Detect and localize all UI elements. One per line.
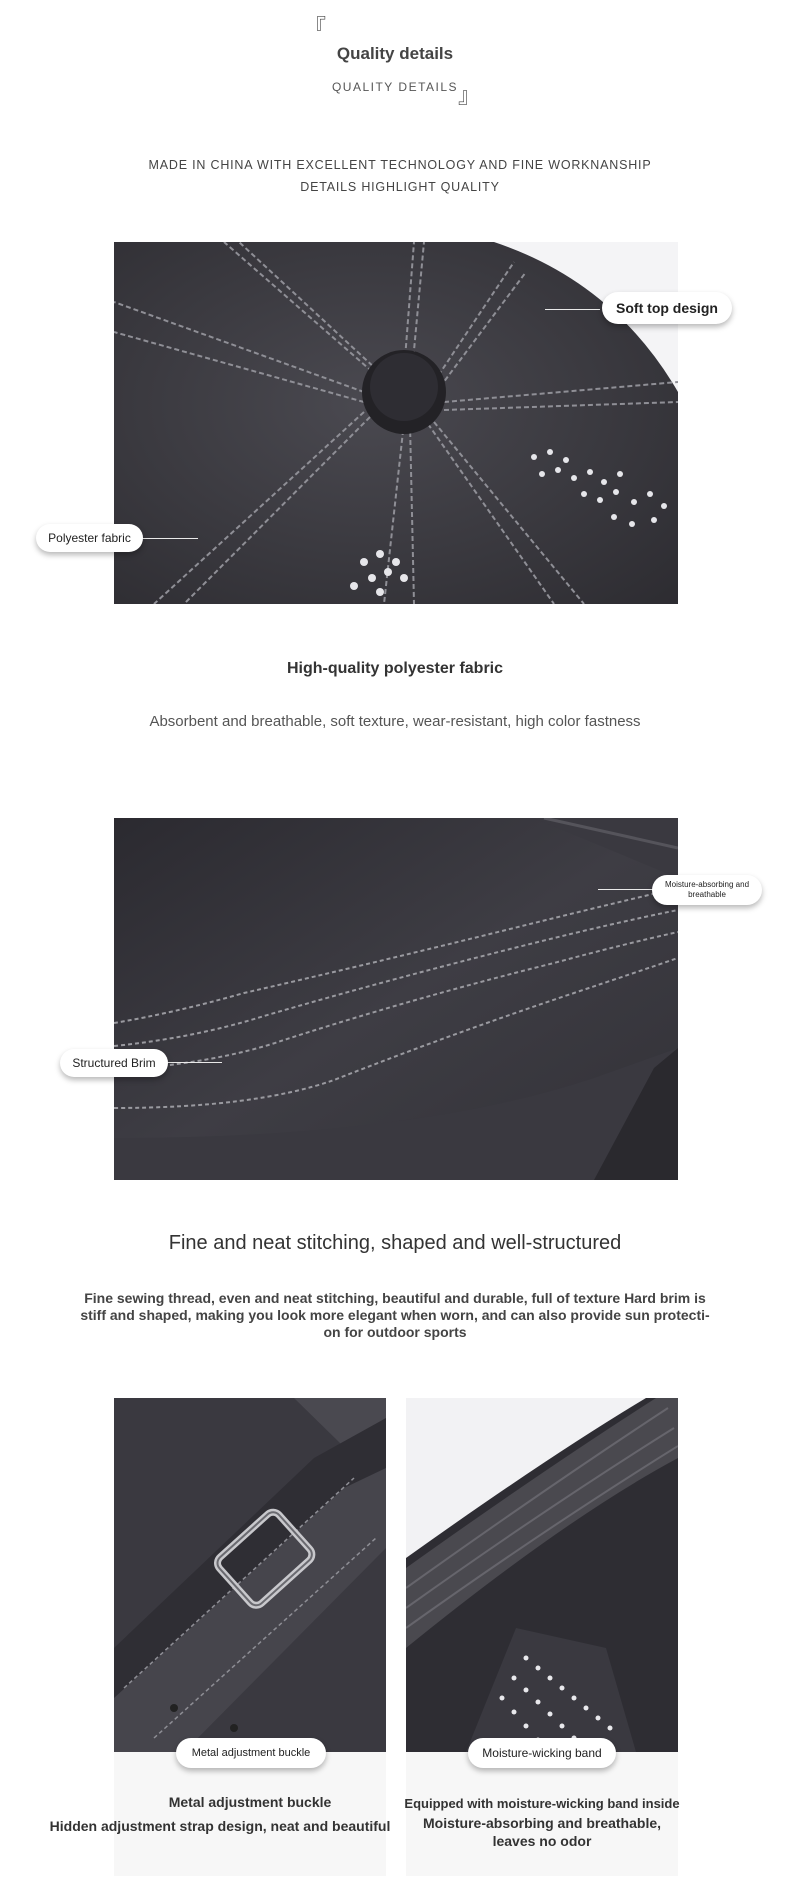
structured-brim-callout: Structured Brim bbox=[60, 1049, 168, 1077]
polyester-fabric-callout: Polyester fabric bbox=[36, 524, 143, 552]
stitching-section-description bbox=[60, 1290, 730, 1341]
buckle-photo bbox=[114, 1398, 386, 1752]
buckle-caption-box bbox=[114, 1752, 386, 1876]
buckle-callout: Metal adjustment buckle bbox=[176, 1738, 326, 1768]
intro-text bbox=[120, 154, 680, 198]
page-title: Quality details bbox=[336, 44, 454, 63]
moisture-leader-line bbox=[598, 889, 653, 890]
close-bracket-icon: 』 bbox=[458, 84, 481, 109]
sweatband-callout: Moisture-wicking band bbox=[468, 1738, 616, 1768]
soft-top-leader-line bbox=[545, 309, 600, 310]
sweatband-caption-line-3: leaves no odor bbox=[492, 1833, 592, 1849]
stitching-desc-line-3: on for outdoor sports bbox=[323, 1324, 467, 1340]
polyester-leader-line bbox=[142, 538, 198, 539]
stitching-desc-line-1: Fine sewing thread, even and neat stitching, beautiful and durable, full of texture Hard brim is bbox=[84, 1290, 706, 1306]
stitching-desc-line-2: stiff and shaped, making you look more elegant when worn, and can also provide sun protecti- bbox=[80, 1307, 710, 1323]
cap-brim-photo bbox=[114, 818, 678, 1180]
moisture-breathable-callout: Moisture-absorbing and breathable bbox=[652, 875, 762, 905]
intro-line-1: MADE IN CHINA WITH EXCELLENT TECHNOLOGY AND FINE WORKNANSHIP bbox=[148, 158, 652, 172]
sweatband-caption-line-2: Moisture-absorbing and breathable, bbox=[422, 1815, 662, 1831]
cap-crown-photo bbox=[114, 242, 678, 604]
sweatband-caption-box bbox=[406, 1752, 678, 1876]
open-bracket-icon: 『 bbox=[304, 16, 327, 41]
fabric-section-description: Absorbent and breathable, soft texture, wear-resistant, high color fastness bbox=[149, 713, 641, 730]
structured-brim-leader-line bbox=[166, 1062, 222, 1063]
sweatband-photo bbox=[406, 1398, 678, 1752]
intro-line-2: DETAILS HIGHLIGHT QUALITY bbox=[300, 180, 500, 194]
soft-top-callout: Soft top design bbox=[602, 292, 732, 324]
page-subtitle: QUALITY DETAILS bbox=[331, 80, 459, 94]
buckle-caption-title: Metal adjustment buckle bbox=[168, 1794, 332, 1810]
stitching-section-title: Fine and neat stitching, shaped and well-structured bbox=[168, 1232, 622, 1254]
sweatband-caption-title: Equipped with moisture-wicking band inside bbox=[404, 1796, 680, 1811]
fabric-section-title: High-quality polyester fabric bbox=[286, 660, 504, 677]
buckle-caption-desc: Hidden adjustment strap design, neat and beautiful bbox=[49, 1818, 391, 1834]
